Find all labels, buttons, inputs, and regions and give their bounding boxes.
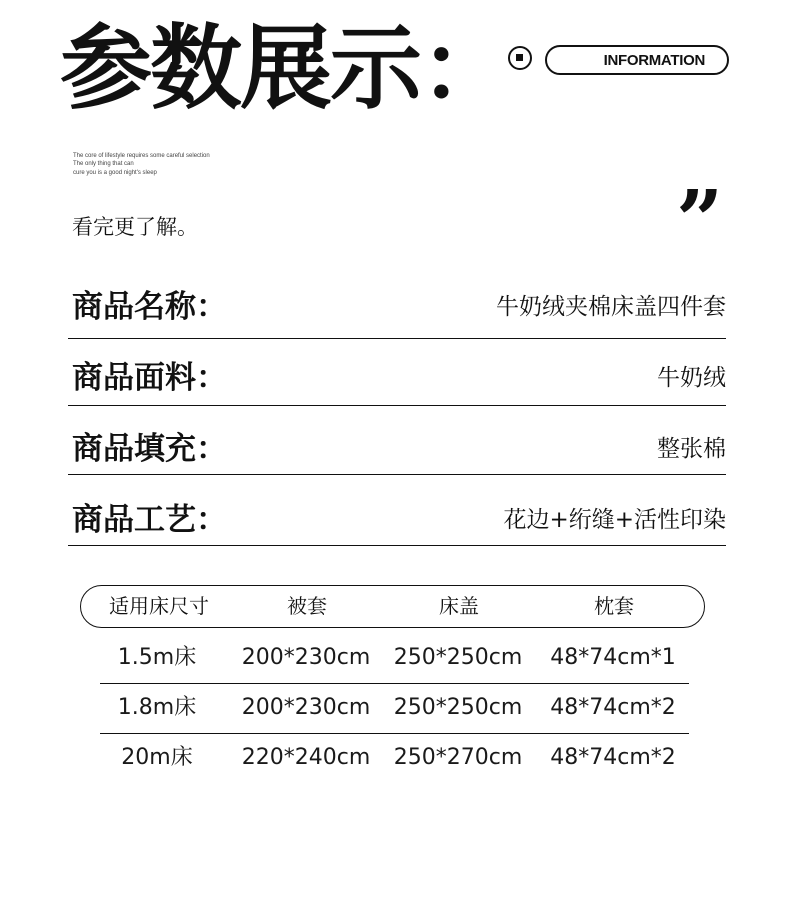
table-cell: 250*250cm xyxy=(393,645,523,670)
spec-row-craft xyxy=(68,495,726,546)
table-cell: 220*240cm xyxy=(241,745,371,770)
tagline-line: The core of lifestyle requires some careful selection xyxy=(73,153,210,159)
table-row xyxy=(100,733,689,783)
table-cell: 20m床 xyxy=(121,745,193,770)
table-row xyxy=(100,683,689,734)
table-cell: 250*270cm xyxy=(393,745,523,770)
circle-square-icon xyxy=(508,46,532,70)
table-cell: 48*74cm*1 xyxy=(550,645,676,670)
column-header: 床盖 xyxy=(439,594,479,618)
tagline-line: The only thing that can xyxy=(73,161,134,168)
table-cell: 250*250cm xyxy=(393,695,523,720)
spec-label: 商品填充： xyxy=(72,431,227,467)
column-header: 适用床尺寸 xyxy=(109,594,209,618)
spec-value: 牛奶绒夹棉床盖四件套 xyxy=(496,294,726,320)
table-cell: 48*74cm*2 xyxy=(550,695,676,720)
spec-label: 商品名称： xyxy=(72,289,227,325)
spec-label: 商品面料： xyxy=(72,360,227,396)
table-cell: 200*230cm xyxy=(241,645,371,670)
page-title: 参数展示： xyxy=(60,15,511,122)
table-row xyxy=(100,633,689,684)
spec-row-fabric xyxy=(68,355,726,406)
spec-value: 整张棉 xyxy=(657,436,726,462)
table-cell: 200*230cm xyxy=(241,695,371,720)
spec-value: 花边+绗缝+活性印染 xyxy=(503,507,726,533)
information-badge: INFORMATION xyxy=(545,45,729,75)
size-table-header xyxy=(80,585,705,628)
spec-row-filling xyxy=(68,425,726,475)
tagline-line: cure you is a good night's sleep xyxy=(73,169,157,176)
table-cell: 1.8m床 xyxy=(117,695,197,720)
quote-mark-icon: ” xyxy=(676,173,718,269)
column-header: 枕套 xyxy=(594,594,634,618)
spec-row-name xyxy=(68,284,726,339)
spec-label: 商品工艺： xyxy=(72,502,227,538)
tagline xyxy=(73,152,210,177)
subtitle: 看完更了解。 xyxy=(72,215,198,239)
column-header: 被套 xyxy=(287,594,327,618)
spec-value: 牛奶绒 xyxy=(657,365,726,391)
table-cell: 48*74cm*2 xyxy=(550,745,676,770)
table-cell: 1.5m床 xyxy=(117,645,197,670)
